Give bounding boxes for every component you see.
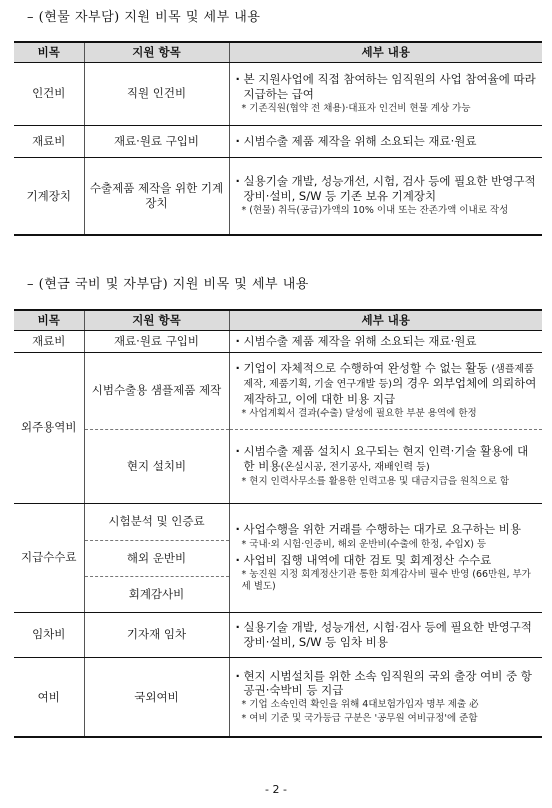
- item-cell: 국외여비: [84, 657, 229, 737]
- category-cell: 기계장치: [14, 157, 84, 235]
- detail-cell: [229, 657, 542, 737]
- table-row: [14, 657, 542, 737]
- detail-bullet: · 실용기술 개발, 성능개선, 시험, 검사 등에 필요한 반영구적 장비·설비, S/W 등 기존 보유 기계장치: [236, 174, 539, 203]
- category-cell: 재료비: [14, 125, 84, 157]
- category-cell: 지급수수료: [14, 503, 84, 612]
- section1-heading: – (현물 자부담) 지원 비목 및 세부 내용: [27, 10, 261, 25]
- detail-note: * 현지 인력사무소를 활용한 인력고용 및 대금지급을 원칙으로 함: [241, 476, 510, 487]
- table-row: [14, 157, 542, 235]
- detail-note: * 기존직원(협약 전 채용)·대표자 인건비 현물 계상 가능: [241, 102, 471, 114]
- detail-cell: [229, 612, 542, 657]
- bullet-main: 시범수출 제품 설치시 요구되는 현지 인력·기술 활용에 대한 비용: [243, 444, 529, 473]
- table-row: [14, 503, 542, 540]
- header-item: 지원 항목: [84, 42, 229, 62]
- item-cell: 해외 운반비: [84, 540, 229, 576]
- detail-note: * (현물) 취득(공급)가액의 10% 이내 또는 잔존가액 이내로 작성: [241, 205, 509, 217]
- item-cell: 직원 인건비: [84, 62, 229, 125]
- item-cell: 재료·원료 구입비: [84, 125, 229, 157]
- detail-bullet: [236, 361, 539, 406]
- item-cell: 시험분석 및 인증료: [84, 503, 229, 540]
- header-category: 비목: [14, 310, 84, 330]
- detail-note: * 농진원 지정 회계정산기관 통한 회계감사비 필수 반영 (66만원, 부가세 별도): [241, 568, 531, 592]
- header-detail: 세부 내용: [229, 42, 542, 62]
- detail-bullet: · 사업수행을 위한 거래를 수행하는 대가로 요구하는 비용: [236, 522, 539, 536]
- table-row: [14, 330, 542, 352]
- detail-bullet: [236, 444, 539, 474]
- cash-cost-table: [14, 309, 542, 738]
- detail-cell: [229, 62, 542, 125]
- bullet-paren: (온실시공, 전기공사, 재배인력 등): [280, 461, 430, 473]
- header-detail: 세부 내용: [229, 310, 542, 330]
- detail-bullet: · 본 지원사업에 직접 참여하는 임직원의 사업 참여율에 따라 지급하는 급여: [236, 72, 539, 101]
- table-row: [14, 612, 542, 657]
- bullet-main: 기업이 자체적으로 수행하여 완성할 수 없는 활동: [243, 360, 488, 375]
- item-cell: 재료·원료 구입비: [84, 330, 229, 352]
- header-item: 지원 항목: [84, 310, 229, 330]
- bullet-paren: (샘플제품 제작, 제품기획, 기술 연구개발 등): [243, 363, 534, 391]
- item-cell: 시범수출용 샘플제품 제작: [84, 352, 229, 429]
- detail-cell: [229, 330, 542, 352]
- bullet-rest: 의 경우 외부업체에 의뢰하여 제작하고, 이에 대한 비용 지급: [243, 376, 537, 406]
- category-cell: 여비: [14, 657, 84, 737]
- table-row: [14, 125, 542, 157]
- detail-cell: [229, 352, 542, 429]
- detail-cell: [229, 429, 542, 503]
- detail-bullet: · 실용기술 개발, 성능개선, 시험·검사 등에 필요한 반영구적 장비·설비, S/W 등 임차 비용: [236, 620, 539, 649]
- table-row: [14, 352, 542, 429]
- detail-note: * 국내·외 시험·인증비, 해외 운반비(수출에 한정, 수입X) 등: [241, 538, 487, 550]
- category-cell: 인건비: [14, 62, 84, 125]
- item-cell: 수출제품 제작을 위한 기계장치: [84, 157, 229, 235]
- category-cell: 외주용역비: [14, 352, 84, 503]
- page-number: - 2 -: [265, 783, 287, 796]
- detail-note: * 여비 기준 및 국가등급 구분은 '공무원 여비규정'에 준함: [241, 713, 478, 725]
- category-cell: 재료비: [14, 330, 84, 352]
- item-cell: 현지 설치비: [84, 429, 229, 503]
- detail-bullet: · 사업비 집행 내역에 대한 검토 및 회계정산 수수료: [236, 553, 539, 567]
- detail-cell: [229, 503, 542, 612]
- in-kind-cost-table: [14, 41, 542, 236]
- table-row: [14, 429, 542, 503]
- category-cell: 임차비: [14, 612, 84, 657]
- detail-note: * 사업계획서 결과(수출) 달성에 필요한 부분 용역에 한정: [241, 408, 477, 420]
- detail-cell: [229, 157, 542, 235]
- detail-bullet: · 시범수출 제품 제작을 위해 소요되는 재료·원료: [236, 334, 539, 348]
- section2-heading: – (현금 국비 및 자부담) 지원 비목 및 세부 내용: [27, 277, 309, 292]
- detail-bullet: · 시범수출 제품 제작을 위해 소요되는 재료·원료: [236, 134, 539, 148]
- item-cell: 회계감사비: [84, 576, 229, 612]
- detail-bullet: · 현지 시범설치를 위한 소속 임직원의 국외 출장 여비 중 항공권·숙박비 등 지급: [236, 669, 539, 698]
- item-cell: 기자재 임차: [84, 612, 229, 657]
- table-row: [14, 62, 542, 125]
- detail-note: * 기업 소속인력 확인을 위해 4대보험가입자 명부 제출 必: [241, 699, 479, 711]
- detail-cell: [229, 125, 542, 157]
- header-category: 비목: [14, 42, 84, 62]
